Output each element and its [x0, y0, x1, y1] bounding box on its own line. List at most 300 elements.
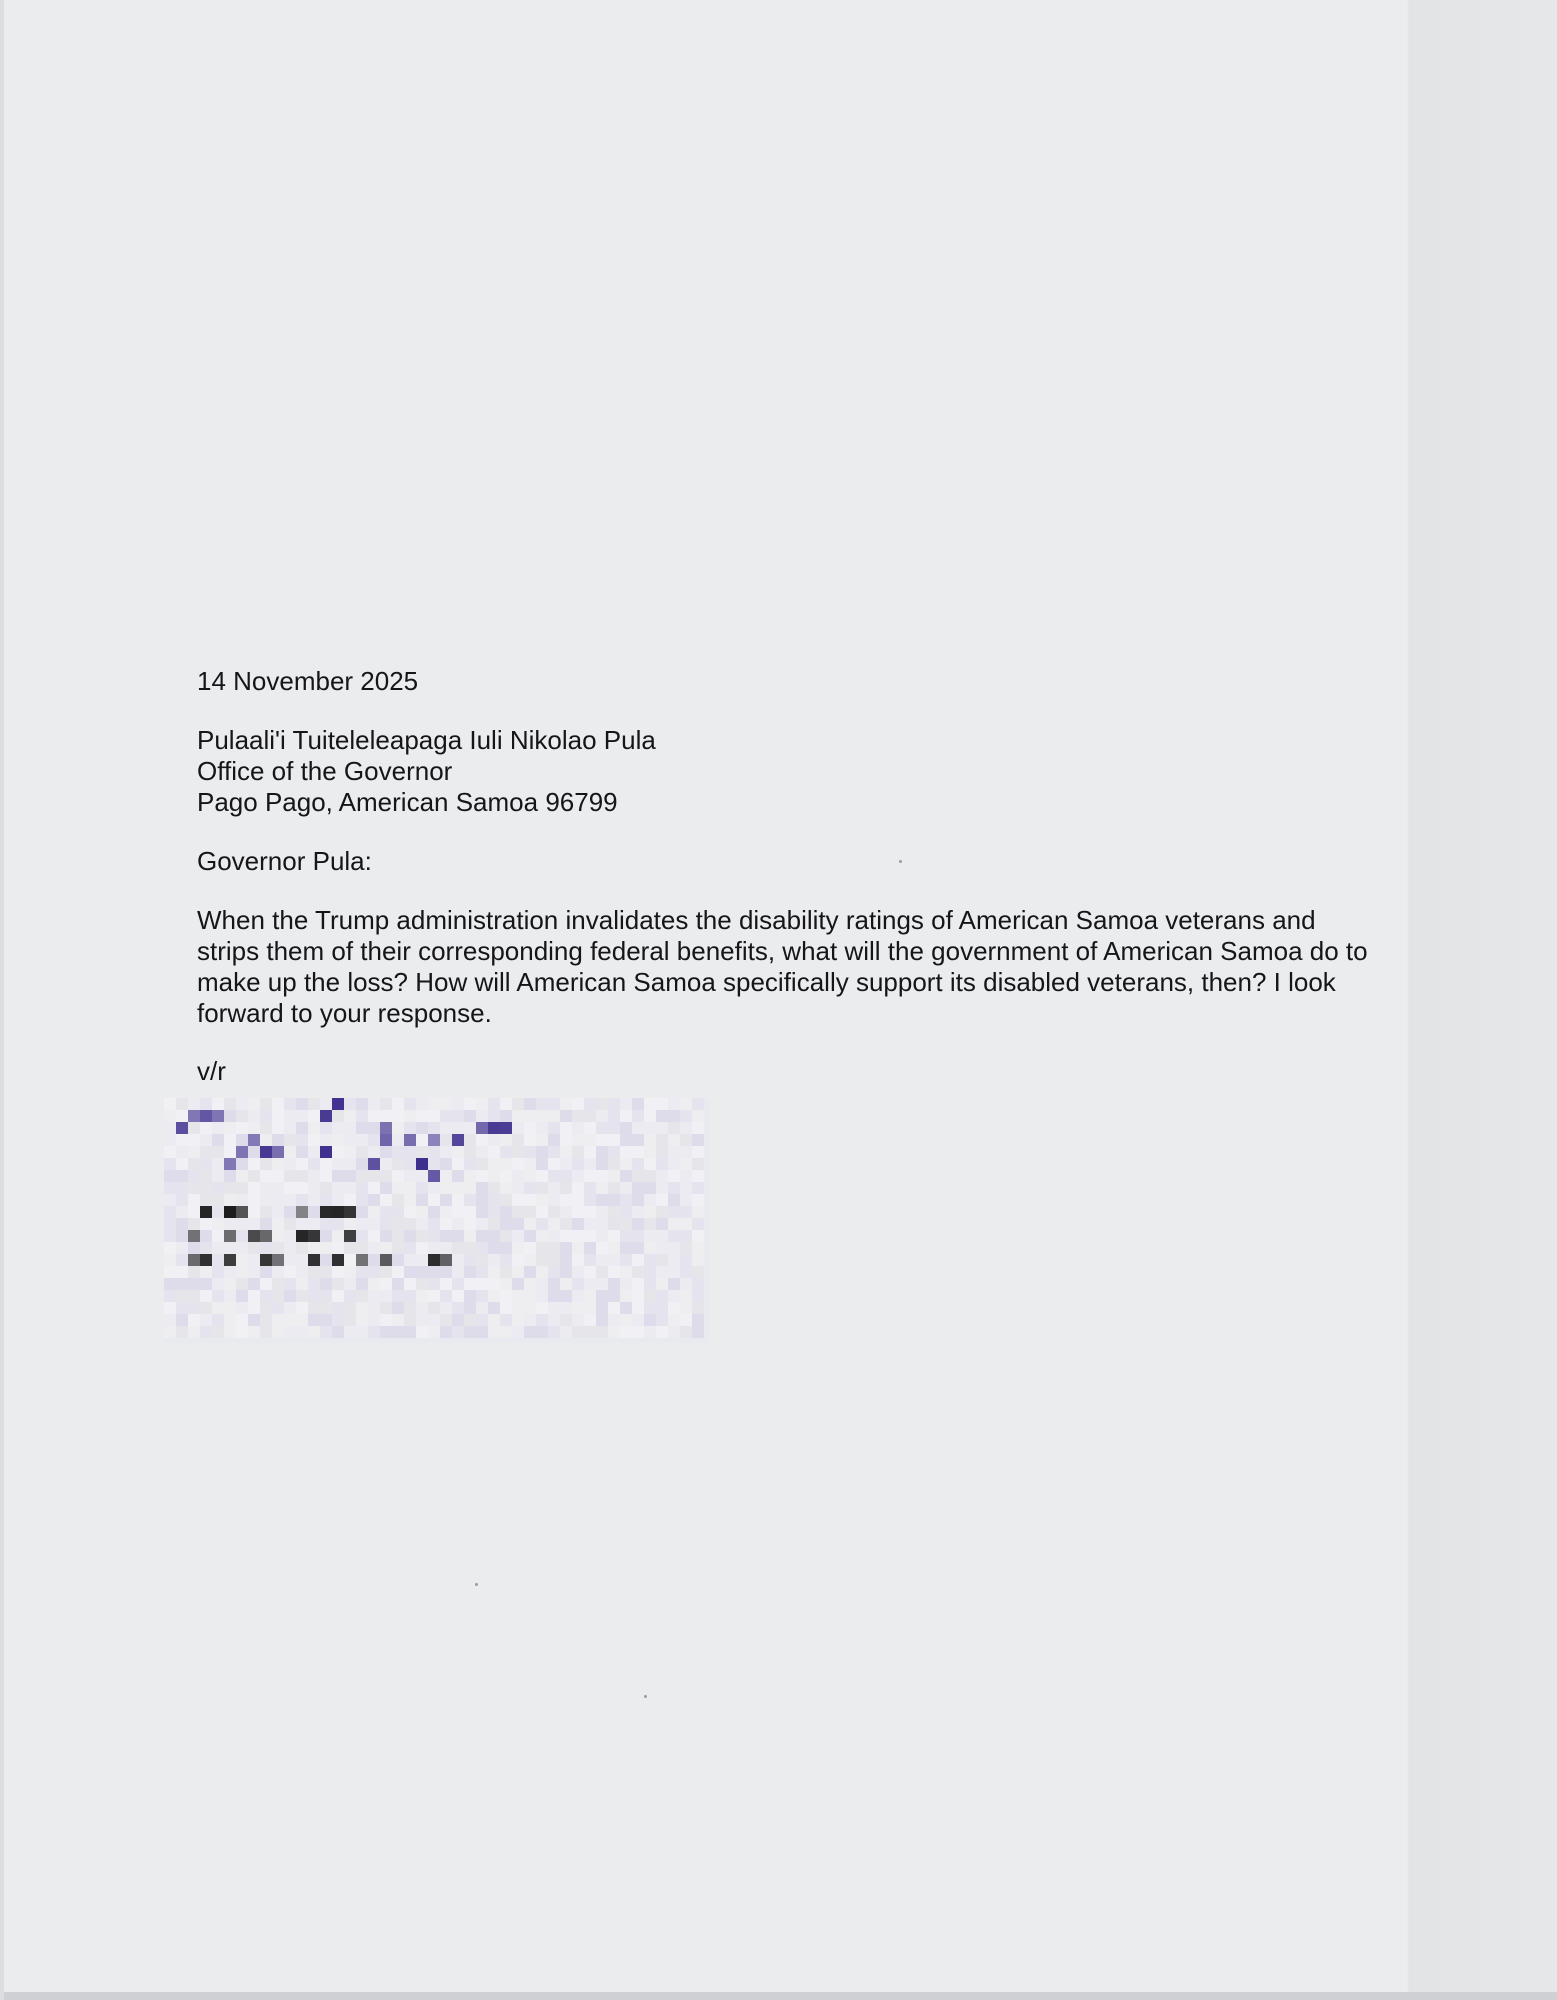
redaction-tile — [512, 1122, 524, 1134]
redaction-tile — [680, 1134, 692, 1146]
redaction-tile — [692, 1098, 704, 1110]
redaction-tile — [236, 1302, 248, 1314]
redaction-tile — [488, 1182, 500, 1194]
redaction-tile — [488, 1146, 500, 1158]
redaction-tile — [452, 1290, 464, 1302]
redaction-tile — [260, 1182, 272, 1194]
redaction-tile — [632, 1206, 644, 1218]
redaction-tile — [488, 1158, 500, 1170]
redaction-tile — [572, 1230, 584, 1242]
redaction-tile — [548, 1158, 560, 1170]
redaction-tile — [596, 1242, 608, 1254]
redaction-tile — [356, 1242, 368, 1254]
redaction-tile — [176, 1290, 188, 1302]
redaction-tile — [368, 1182, 380, 1194]
redaction-tile — [224, 1278, 236, 1290]
redaction-tile — [512, 1302, 524, 1314]
redaction-tile — [452, 1302, 464, 1314]
redaction-tile — [248, 1218, 260, 1230]
redaction-tile — [536, 1290, 548, 1302]
redaction-tile — [560, 1170, 572, 1182]
signature-text-tile — [308, 1230, 320, 1242]
redaction-tile — [488, 1230, 500, 1242]
redaction-tile — [476, 1158, 488, 1170]
redaction-tile — [572, 1098, 584, 1110]
redaction-tile — [284, 1278, 296, 1290]
redaction-tile — [476, 1134, 488, 1146]
redaction-tile — [572, 1110, 584, 1122]
redaction-tile — [596, 1170, 608, 1182]
redaction-tile — [272, 1242, 284, 1254]
redaction-tile — [284, 1302, 296, 1314]
redaction-tile — [224, 1194, 236, 1206]
redaction-tile — [164, 1278, 176, 1290]
redaction-tile — [632, 1326, 644, 1338]
redaction-tile — [296, 1302, 308, 1314]
redaction-tile — [284, 1218, 296, 1230]
redaction-tile — [260, 1098, 272, 1110]
redaction-tile — [656, 1302, 668, 1314]
redaction-tile — [416, 1206, 428, 1218]
redaction-tile — [536, 1266, 548, 1278]
redaction-tile — [212, 1242, 224, 1254]
redaction-tile — [668, 1158, 680, 1170]
redaction-tile — [392, 1254, 404, 1266]
redaction-tile — [164, 1170, 176, 1182]
redaction-tile — [488, 1206, 500, 1218]
redaction-tile — [416, 1266, 428, 1278]
redaction-tile — [368, 1122, 380, 1134]
redaction-tile — [236, 1290, 248, 1302]
redaction-tile — [224, 1218, 236, 1230]
redaction-tile — [248, 1194, 260, 1206]
redaction-tile — [440, 1122, 452, 1134]
redaction-tile — [188, 1218, 200, 1230]
redaction-tile — [524, 1290, 536, 1302]
redaction-tile — [440, 1242, 452, 1254]
redaction-tile — [536, 1110, 548, 1122]
redaction-tile — [284, 1146, 296, 1158]
redaction-tile — [440, 1182, 452, 1194]
redaction-tile — [404, 1254, 416, 1266]
redaction-tile — [248, 1242, 260, 1254]
redaction-tile — [392, 1230, 404, 1242]
redaction-tile — [344, 1158, 356, 1170]
redaction-tile — [572, 1146, 584, 1158]
redaction-tile — [584, 1158, 596, 1170]
redaction-tile — [272, 1170, 284, 1182]
redaction-tile — [464, 1314, 476, 1326]
redaction-tile — [464, 1194, 476, 1206]
redaction-tile — [272, 1326, 284, 1338]
redaction-tile — [248, 1254, 260, 1266]
redaction-tile — [620, 1290, 632, 1302]
redaction-tile — [548, 1218, 560, 1230]
redaction-tile — [476, 1254, 488, 1266]
redaction-tile — [272, 1194, 284, 1206]
redaction-tile — [644, 1110, 656, 1122]
redaction-tile — [608, 1158, 620, 1170]
redaction-tile — [464, 1182, 476, 1194]
redaction-tile — [404, 1278, 416, 1290]
redaction-tile — [620, 1218, 632, 1230]
redaction-tile — [188, 1182, 200, 1194]
redaction-tile — [164, 1098, 176, 1110]
redaction-tile — [632, 1314, 644, 1326]
redaction-tile — [668, 1134, 680, 1146]
redaction-tile — [416, 1194, 428, 1206]
redaction-tile — [692, 1278, 704, 1290]
redaction-tile — [452, 1146, 464, 1158]
redaction-tile — [164, 1206, 176, 1218]
redaction-tile — [584, 1278, 596, 1290]
redaction-tile — [452, 1098, 464, 1110]
redaction-tile — [164, 1146, 176, 1158]
redaction-tile — [692, 1134, 704, 1146]
redaction-tile — [668, 1122, 680, 1134]
redaction-tile — [536, 1314, 548, 1326]
redaction-tile — [560, 1110, 572, 1122]
redaction-tile — [596, 1158, 608, 1170]
redaction-tile — [500, 1218, 512, 1230]
redaction-tile — [164, 1230, 176, 1242]
redaction-tile — [596, 1194, 608, 1206]
redaction-mosaic — [164, 1098, 704, 1338]
redaction-tile — [656, 1254, 668, 1266]
redaction-tile — [380, 1326, 392, 1338]
redaction-tile — [584, 1098, 596, 1110]
redaction-tile — [620, 1170, 632, 1182]
redaction-tile — [416, 1110, 428, 1122]
redaction-tile — [188, 1302, 200, 1314]
redaction-tile — [476, 1278, 488, 1290]
signature-ink-tile — [224, 1158, 236, 1170]
redaction-tile — [596, 1206, 608, 1218]
redaction-tile — [296, 1290, 308, 1302]
redaction-tile — [356, 1134, 368, 1146]
redaction-tile — [368, 1326, 380, 1338]
redaction-tile — [164, 1182, 176, 1194]
redaction-tile — [260, 1314, 272, 1326]
redaction-tile — [428, 1146, 440, 1158]
redaction-tile — [392, 1218, 404, 1230]
redaction-tile — [572, 1194, 584, 1206]
redaction-tile — [260, 1110, 272, 1122]
redaction-tile — [380, 1182, 392, 1194]
redaction-tile — [596, 1098, 608, 1110]
redaction-tile — [236, 1326, 248, 1338]
redaction-tile — [632, 1266, 644, 1278]
redaction-tile — [308, 1110, 320, 1122]
signature-ink-tile — [404, 1134, 416, 1146]
redaction-tile — [260, 1134, 272, 1146]
redaction-tile — [680, 1110, 692, 1122]
redaction-tile — [188, 1278, 200, 1290]
redaction-tile — [380, 1242, 392, 1254]
redaction-tile — [608, 1098, 620, 1110]
redaction-tile — [608, 1254, 620, 1266]
redaction-tile — [356, 1326, 368, 1338]
redaction-tile — [296, 1218, 308, 1230]
redaction-tile — [692, 1290, 704, 1302]
redaction-tile — [428, 1098, 440, 1110]
redaction-tile — [248, 1158, 260, 1170]
redaction-tile — [572, 1182, 584, 1194]
redaction-tile — [272, 1134, 284, 1146]
redaction-tile — [644, 1314, 656, 1326]
redaction-tile — [308, 1266, 320, 1278]
redaction-tile — [596, 1182, 608, 1194]
redaction-tile — [356, 1266, 368, 1278]
redaction-tile — [212, 1170, 224, 1182]
redaction-tile — [452, 1170, 464, 1182]
redaction-tile — [668, 1302, 680, 1314]
redaction-tile — [428, 1266, 440, 1278]
redaction-tile — [404, 1170, 416, 1182]
redaction-tile — [176, 1254, 188, 1266]
redaction-tile — [536, 1278, 548, 1290]
redaction-tile — [332, 1134, 344, 1146]
redaction-tile — [680, 1098, 692, 1110]
redaction-tile — [248, 1170, 260, 1182]
redaction-tile — [620, 1194, 632, 1206]
redaction-tile — [212, 1194, 224, 1206]
redaction-tile — [536, 1230, 548, 1242]
redaction-tile — [428, 1290, 440, 1302]
redaction-tile — [176, 1146, 188, 1158]
redaction-tile — [608, 1122, 620, 1134]
signature-text-tile — [344, 1206, 356, 1218]
redaction-tile — [596, 1110, 608, 1122]
closing: v/r — [197, 1056, 226, 1086]
redaction-tile — [272, 1290, 284, 1302]
redaction-tile — [548, 1134, 560, 1146]
redaction-tile — [464, 1158, 476, 1170]
redaction-tile — [476, 1242, 488, 1254]
redaction-tile — [188, 1206, 200, 1218]
redaction-tile — [200, 1170, 212, 1182]
redaction-tile — [692, 1170, 704, 1182]
redaction-tile — [608, 1218, 620, 1230]
redaction-tile — [392, 1170, 404, 1182]
redaction-tile — [656, 1242, 668, 1254]
redaction-tile — [536, 1326, 548, 1338]
redaction-tile — [260, 1194, 272, 1206]
redaction-tile — [668, 1254, 680, 1266]
redaction-tile — [512, 1158, 524, 1170]
redaction-tile — [332, 1158, 344, 1170]
redaction-tile — [548, 1326, 560, 1338]
redaction-tile — [692, 1266, 704, 1278]
redaction-tile — [656, 1110, 668, 1122]
redaction-tile — [476, 1182, 488, 1194]
redaction-tile — [176, 1302, 188, 1314]
redaction-tile — [656, 1266, 668, 1278]
redaction-tile — [548, 1146, 560, 1158]
redaction-tile — [212, 1122, 224, 1134]
redaction-tile — [272, 1266, 284, 1278]
recipient-office: Office of the Governor — [197, 756, 453, 786]
redaction-tile — [560, 1194, 572, 1206]
redaction-tile — [512, 1254, 524, 1266]
redaction-tile — [572, 1134, 584, 1146]
redaction-tile — [368, 1110, 380, 1122]
redaction-tile — [620, 1314, 632, 1326]
redaction-tile — [476, 1098, 488, 1110]
redaction-tile — [668, 1230, 680, 1242]
letter-page — [4, 0, 1557, 2000]
redaction-tile — [428, 1206, 440, 1218]
redaction-tile — [668, 1170, 680, 1182]
redaction-tile — [404, 1146, 416, 1158]
redaction-tile — [356, 1170, 368, 1182]
redaction-tile — [464, 1146, 476, 1158]
signature-ink-tile — [500, 1122, 512, 1134]
redaction-tile — [296, 1326, 308, 1338]
redaction-tile — [284, 1314, 296, 1326]
redaction-tile — [608, 1302, 620, 1314]
redaction-tile — [524, 1122, 536, 1134]
redaction-tile — [512, 1182, 524, 1194]
redaction-tile — [692, 1206, 704, 1218]
redaction-tile — [260, 1326, 272, 1338]
redaction-tile — [488, 1170, 500, 1182]
redaction-tile — [308, 1182, 320, 1194]
redaction-tile — [428, 1218, 440, 1230]
redaction-tile — [536, 1170, 548, 1182]
redaction-tile — [212, 1182, 224, 1194]
redaction-tile — [500, 1182, 512, 1194]
redaction-tile — [344, 1302, 356, 1314]
redaction-tile — [584, 1254, 596, 1266]
redaction-tile — [392, 1242, 404, 1254]
signature-ink-tile — [488, 1122, 500, 1134]
redaction-tile — [200, 1266, 212, 1278]
redaction-tile — [596, 1302, 608, 1314]
redaction-tile — [524, 1302, 536, 1314]
redaction-tile — [392, 1146, 404, 1158]
redaction-tile — [680, 1122, 692, 1134]
redaction-tile — [188, 1314, 200, 1326]
signature-text-tile — [248, 1230, 260, 1242]
redaction-tile — [236, 1278, 248, 1290]
redaction-tile — [488, 1134, 500, 1146]
redaction-tile — [512, 1146, 524, 1158]
redaction-tile — [356, 1098, 368, 1110]
redaction-tile — [392, 1206, 404, 1218]
redaction-tile — [308, 1170, 320, 1182]
redaction-tile — [380, 1146, 392, 1158]
redaction-tile — [236, 1230, 248, 1242]
redaction-tile — [608, 1110, 620, 1122]
redaction-tile — [368, 1134, 380, 1146]
redaction-tile — [440, 1266, 452, 1278]
redaction-tile — [236, 1134, 248, 1146]
scan-bottom-edge — [4, 1992, 1557, 2000]
redaction-tile — [344, 1278, 356, 1290]
redaction-tile — [224, 1326, 236, 1338]
redaction-tile — [608, 1326, 620, 1338]
redaction-tile — [572, 1266, 584, 1278]
redaction-tile — [584, 1302, 596, 1314]
redaction-tile — [524, 1170, 536, 1182]
redaction-tile — [524, 1098, 536, 1110]
redaction-tile — [560, 1098, 572, 1110]
redaction-tile — [584, 1218, 596, 1230]
redaction-tile — [392, 1314, 404, 1326]
redaction-tile — [464, 1290, 476, 1302]
redaction-tile — [332, 1230, 344, 1242]
redaction-tile — [644, 1254, 656, 1266]
redaction-tile — [464, 1278, 476, 1290]
redaction-tile — [632, 1158, 644, 1170]
redaction-tile — [164, 1158, 176, 1170]
redaction-tile — [440, 1290, 452, 1302]
redaction-tile — [560, 1134, 572, 1146]
redaction-tile — [224, 1122, 236, 1134]
redaction-tile — [332, 1182, 344, 1194]
redaction-tile — [656, 1122, 668, 1134]
signature-ink-tile — [476, 1122, 488, 1134]
redaction-tile — [260, 1158, 272, 1170]
redaction-tile — [620, 1122, 632, 1134]
redaction-tile — [680, 1218, 692, 1230]
redaction-tile — [596, 1134, 608, 1146]
redaction-tile — [284, 1206, 296, 1218]
redaction-tile — [308, 1278, 320, 1290]
redaction-tile — [176, 1170, 188, 1182]
redaction-tile — [596, 1266, 608, 1278]
redaction-tile — [584, 1110, 596, 1122]
redaction-tile — [572, 1242, 584, 1254]
redaction-tile — [692, 1122, 704, 1134]
redaction-tile — [224, 1134, 236, 1146]
redaction-tile — [320, 1122, 332, 1134]
redaction-tile — [548, 1182, 560, 1194]
redaction-tile — [524, 1206, 536, 1218]
redaction-tile — [656, 1134, 668, 1146]
redaction-tile — [380, 1170, 392, 1182]
redaction-tile — [380, 1266, 392, 1278]
redaction-tile — [332, 1218, 344, 1230]
redaction-tile — [428, 1122, 440, 1134]
redaction-tile — [248, 1122, 260, 1134]
redaction-tile — [596, 1254, 608, 1266]
redaction-tile — [512, 1110, 524, 1122]
redaction-tile — [476, 1326, 488, 1338]
redaction-tile — [284, 1242, 296, 1254]
redaction-tile — [524, 1146, 536, 1158]
redaction-tile — [620, 1242, 632, 1254]
redaction-tile — [236, 1194, 248, 1206]
redaction-tile — [200, 1290, 212, 1302]
redaction-tile — [524, 1230, 536, 1242]
redaction-tile — [680, 1206, 692, 1218]
redaction-tile — [692, 1326, 704, 1338]
redaction-tile — [188, 1158, 200, 1170]
redaction-tile — [440, 1230, 452, 1242]
redaction-tile — [416, 1302, 428, 1314]
redaction-tile — [236, 1158, 248, 1170]
redaction-tile — [464, 1242, 476, 1254]
redaction-tile — [500, 1158, 512, 1170]
signature-ink-tile — [248, 1134, 260, 1146]
redaction-tile — [332, 1266, 344, 1278]
redaction-tile — [368, 1230, 380, 1242]
redaction-tile — [440, 1158, 452, 1170]
redaction-tile — [680, 1194, 692, 1206]
signature-ink-tile — [320, 1110, 332, 1122]
